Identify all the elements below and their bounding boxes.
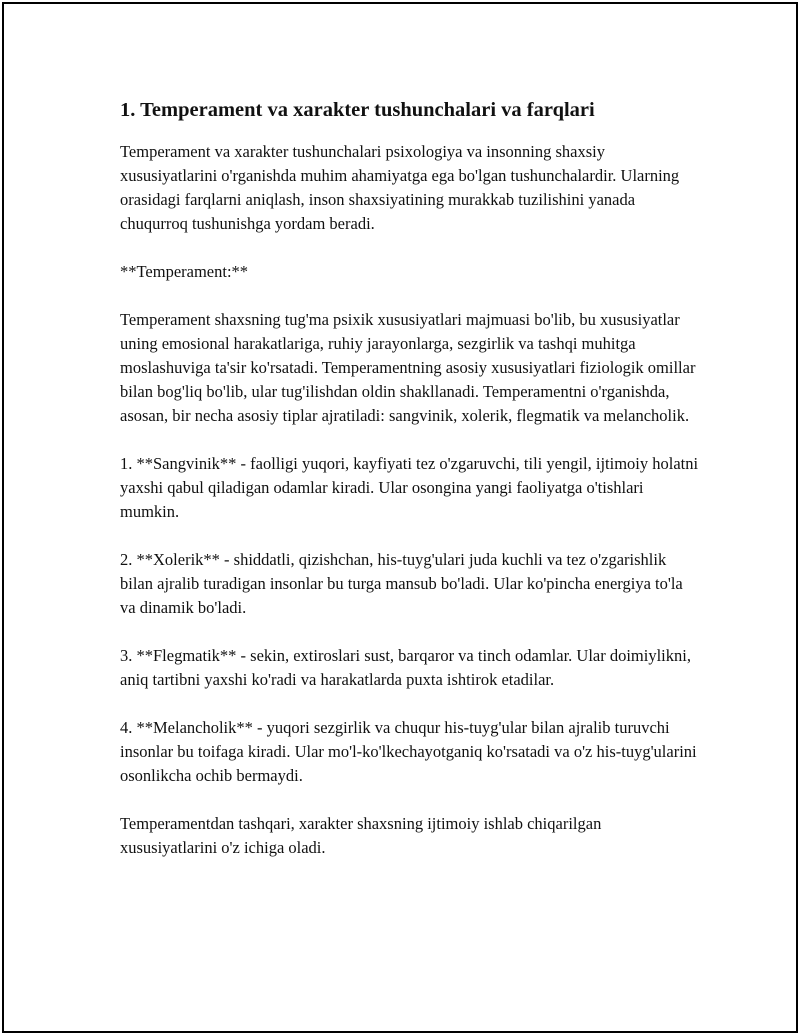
intro-paragraph: Temperament va xarakter tushunchalari psixologiya va insonning shaxsiy xususiyatlarini o'rganishda muhim ahamiyatga ega bo'lgan tushunchalardir. Ularning orasidagi farqlarni aniqlash, inson shaxsiyatining murakkab tuzilishini yanada chuqurroq tushunishga yordam beradi. (120, 142, 680, 233)
closing-paragraph: Temperamentdan tashqari, xarakter shaxsning ijtimoiy ishlab chiqarilgan xususiyatlarini o'z ichiga oladi. (120, 814, 602, 857)
document-page (2, 2, 798, 1033)
temperament-subheading: **Temperament:** (120, 262, 249, 281)
sangvinik-paragraph: 1. **Sangvinik** - faolligi yuqori, kayfiyati tez o'zgaruvchi, tili yengil, ijtimoiy holatni yaxshi qabul qiladigan odamlar kiradi. Ular osongina yangi faoliyatga o'tishlari mumkin. (120, 454, 699, 521)
melancholik-paragraph: 4. **Melancholik** - yuqori sezgirlik va chuqur his-tuyg'ular bilan ajralib turuvchi insonlar bu toifaga kiradi. Ular mo'l-ko'lkechayotganiq ko'rsatadi va o'z his-tuyg'ularini osonlikcha ochib bermaydi. (120, 718, 697, 785)
document-body (120, 96, 700, 884)
xolerik-paragraph: 2. **Xolerik** - shiddatli, qizishchan, his-tuyg'ulari juda kuchli va tez o'zgarishlik bilan ajralib turadigan insonlar bu turga mansub bo'ladi. Ular ko'pincha energiya to'la va dinamik bo'ladi. (120, 550, 683, 617)
section-heading: 1. Temperament va xarakter tushunchalari va farqlari (120, 99, 595, 121)
temperament-definition-paragraph: Temperament shaxsning tug'ma psixik xususiyatlari majmuasi bo'lib, bu xususiyatlar uning emosional harakatlariga, ruhiy jarayonlarga, sezgirlik va tashqi muhitga moslashuviga ta'sir ko'rsatadi. Temperamentning asosiy xususiyatlari fiziologik omillar bilan bog'liq bo'lib, ular tug'ilishdan oldin shakllanadi. Temperamentni o'rganishda, asosan, bir necha asosiy tiplar ajratiladi: sangvinik, xolerik, flegmatik va melancholik. (120, 310, 696, 425)
flegmatik-paragraph: 3. **Flegmatik** - sekin, extiroslari sust, barqaror va tinch odamlar. Ular doimiylikni, aniq tartibni yaxshi ko'radi va harakatlarda puxta ishtirok etadilar. (120, 646, 691, 689)
